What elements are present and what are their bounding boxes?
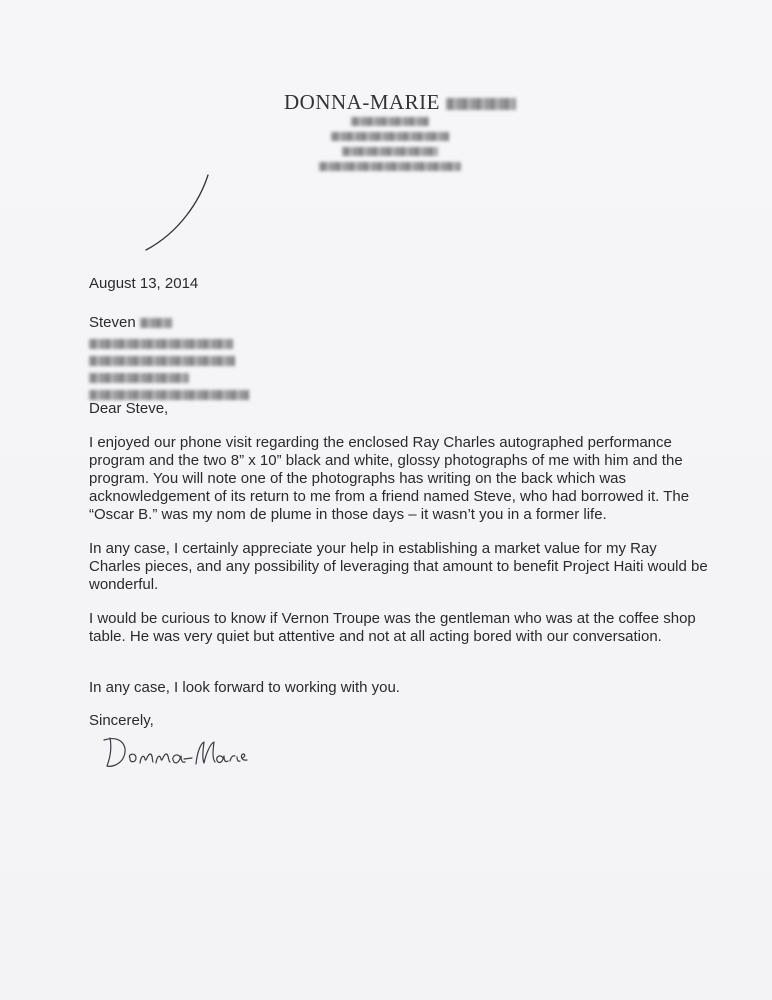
redacted-address-line	[331, 132, 449, 141]
recipient-name-row	[89, 314, 709, 332]
body-paragraph: In any case, I certainly appreciate your help in establishing a market value for my Ray Charles pieces, and any possibility of leveraging that amount to benefit Project Haiti would be wonderful.	[89, 540, 708, 593]
redacted-recipient-address-line	[89, 339, 233, 349]
body-paragraph: I would be curious to know if Vernon Troupe was the gentleman who was at the coffee shop table. He was very quiet but attentive and not at all acting bored with our conversation.	[89, 610, 696, 645]
recipient-first-name: Steven	[89, 314, 136, 331]
redacted-recipient-address-line	[89, 373, 189, 383]
recipient-block	[89, 314, 709, 400]
redacted-address-line	[319, 162, 461, 171]
redacted-recipient-address-line	[89, 390, 249, 400]
redacted-address-line	[342, 147, 438, 156]
salutation: Dear Steve,	[89, 400, 169, 417]
pen-stroke-mark	[140, 170, 220, 260]
redacted-letterhead-address	[310, 117, 470, 177]
closing: Sincerely,	[89, 712, 154, 729]
redacted-recipient-address-line	[89, 356, 235, 366]
handwritten-signature	[100, 730, 250, 780]
letterhead-name	[284, 90, 516, 115]
redacted-address-line	[351, 117, 429, 126]
body-paragraph: I enjoyed our phone visit regarding the enclosed Ray Charles autographed performance program and the two 8” x 10” black and white, glossy photographs of me with him and the program. You will note one of the photographs has writing on the back which was acknowledgement of its return to me from a friend named Steve, who had borrowed it. The “Oscar B.” was my nom de plume in those days – it wasn’t you in a former life.	[89, 434, 690, 523]
redacted-recipient-surname	[140, 318, 172, 328]
body-paragraph: In any case, I look forward to working with you.	[89, 679, 400, 696]
letterhead-first-name: DONNA-MARIE	[284, 90, 440, 114]
letter-date: August 13, 2014	[89, 275, 199, 292]
redacted-surname	[446, 98, 516, 110]
